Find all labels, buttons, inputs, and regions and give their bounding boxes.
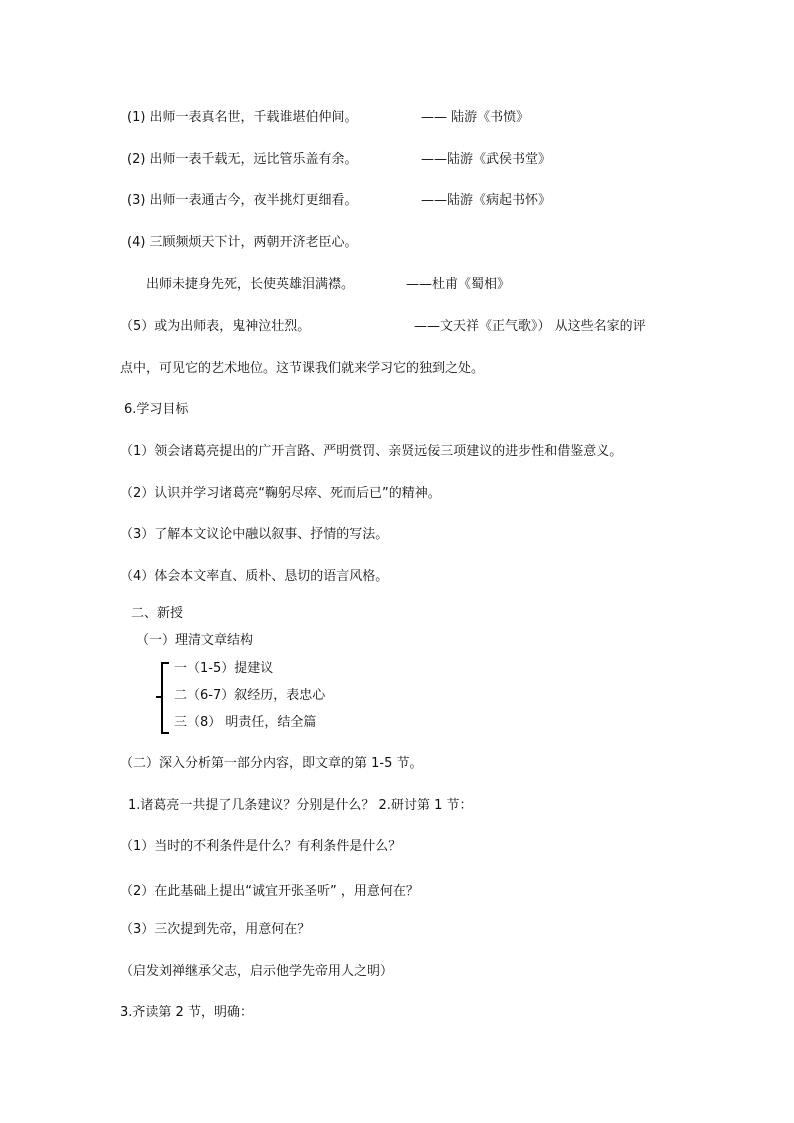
quote-5-source: ——文天祥《正气歌》） 从这些名家的评: [414, 319, 646, 334]
question-1: 1.诸葛亮一共提了几条建议？分别是什么？ 2.研讨第 1 节：: [128, 798, 473, 813]
question-3: 3.齐读第 2 节，明确：: [120, 1005, 253, 1020]
question-1c: （3）三次提到先帝，用意何在？: [120, 922, 311, 937]
quote-5-continuation: 点中，可见它的艺术地位。这节课我们就来学习它的独到之处。: [120, 361, 485, 376]
quote-2: (2) 出师一表千载无，远比管乐盖有余。: [127, 152, 358, 167]
quote-4-source: ——杜甫《蜀相》: [406, 277, 511, 292]
quote-1: (1) 出师一表真名世，千载谁堪伯仲间。: [127, 110, 358, 125]
quote-4: (4) 三顾频烦天下计，两朝开济老臣心。: [127, 235, 358, 250]
quote-3: (3) 出师一表通古今，夜半挑灯更细看。: [127, 193, 358, 208]
structure-item-3: 三（8） 明责任，结全篇: [174, 715, 317, 730]
subsection-1-heading: （一）理清文章结构: [136, 633, 254, 648]
quote-5: （5）或为出师表，鬼神泣壮烈。: [120, 319, 311, 334]
structure-brace: [161, 662, 169, 734]
question-1a: （1）当时的不利条件是什么？有利条件是什么？: [120, 839, 402, 854]
goals-heading: 6.学习目标: [124, 402, 189, 417]
structure-item-1: 一（1-5）提建议: [174, 661, 274, 676]
structure-item-2: 二（6-7）叙经历，表忠心: [174, 688, 326, 703]
goal-1: （1）领会诸葛亮提出的广开言路、严明赏罚、亲贤远佞三项建议的进步性和借鉴意义。: [120, 444, 623, 459]
quote-3-source: ——陆游《病起书怀》: [421, 193, 552, 208]
quote-2-source: ——陆游《武侯书堂》: [421, 152, 552, 167]
quote-4-line-2: 出师未捷身先死，长使英雄泪满襟。: [146, 277, 355, 292]
subsection-2-heading: （二）深入分析第一部分内容，即文章的第 1-5 节。: [120, 756, 423, 771]
question-1-note: （启发刘禅继承父志，启示他学先帝用人之明）: [120, 964, 394, 979]
goal-2: （2）认识并学习诸葛亮“鞠躬尽瘁、死而后已”的精神。: [120, 486, 441, 501]
section-heading: 二、新授: [131, 606, 184, 621]
quote-1-source: —— 陆游《书愤》: [421, 110, 530, 125]
goal-3: （3）了解本文议论中融以叙事、抒情的写法。: [120, 527, 389, 542]
goal-4: （4）体会本文率直、质朴、恳切的语言风格。: [120, 569, 389, 584]
question-1b: （2）在此基础上提出“诚宜开张圣听” ，用意何在？: [120, 884, 419, 899]
structure-brace-tip: [156, 696, 162, 698]
